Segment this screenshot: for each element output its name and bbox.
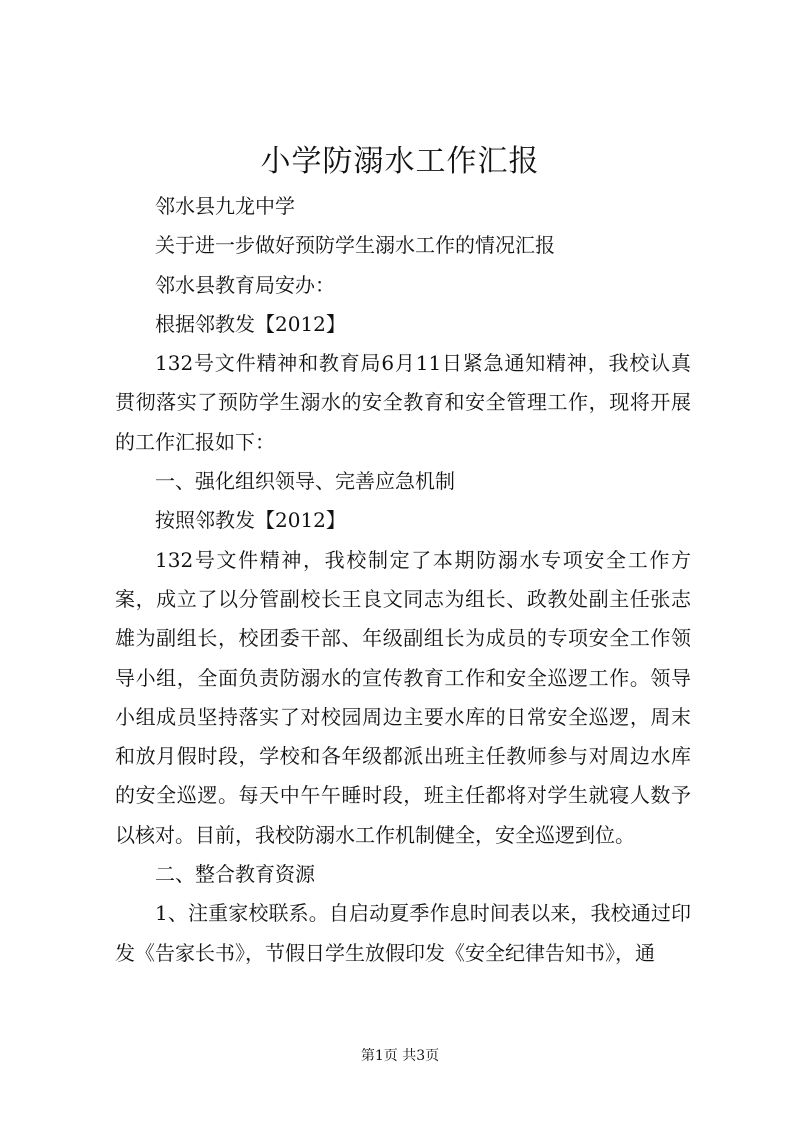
- section-heading-1: 一、强化组织领导、完善应急机制: [155, 469, 455, 494]
- report-subject-paragraph: 关于进一步做好预防学生溺水工作的情况汇报: [155, 233, 555, 258]
- recipient-paragraph: 邻水县教育局安办：: [155, 272, 335, 297]
- page-footer: 第1页 共3页: [360, 1048, 440, 1064]
- reference-paragraph: 根据邻教发【2012】: [155, 311, 346, 336]
- document-body: [115, 187, 691, 973]
- section-1-body: 132号文件精神，我校制定了本期防溺水专项安全工作方案，成立了以分管副校长王良文同志为组长、政教处副主任张志雄为副组长，校团委干部、年级副组长为成员的专项安全工作领导小组，全面负责防溺水的宣传教育工作和安全巡逻工作。领导小组成员坚持落实了对校园周边主要水库的日常安全巡逻，周末和放月假时段，学校和各年级都派出班主任教师参与对周边水库的安全巡逻。每天中午午睡时段，班主任都将对学生就寝人数予以核对。目前，我校防溺水工作机制健全，安全巡逻到位。: [115, 547, 691, 847]
- reference-paragraph-2: 按照邻教发【2012】: [155, 508, 346, 533]
- intro-paragraph: 132号文件精神和教育局6月11日紧急通知精神，我校认真贯彻落实了预防学生溺水的安全教育和安全管理工作，现将开展的工作汇报如下：: [115, 351, 691, 454]
- school-name-paragraph: 邻水县九龙中学: [155, 194, 295, 218]
- document-title: 小学防溺水工作汇报: [260, 144, 540, 179]
- section-2-item-1: 1、注重家校联系。自启动夏季作息时间表以来，我校通过印发《告家长书》，节假日学生放假印发《安全纪律告知书》，通: [115, 901, 691, 965]
- section-heading-2: 二、整合教育资源: [155, 862, 315, 887]
